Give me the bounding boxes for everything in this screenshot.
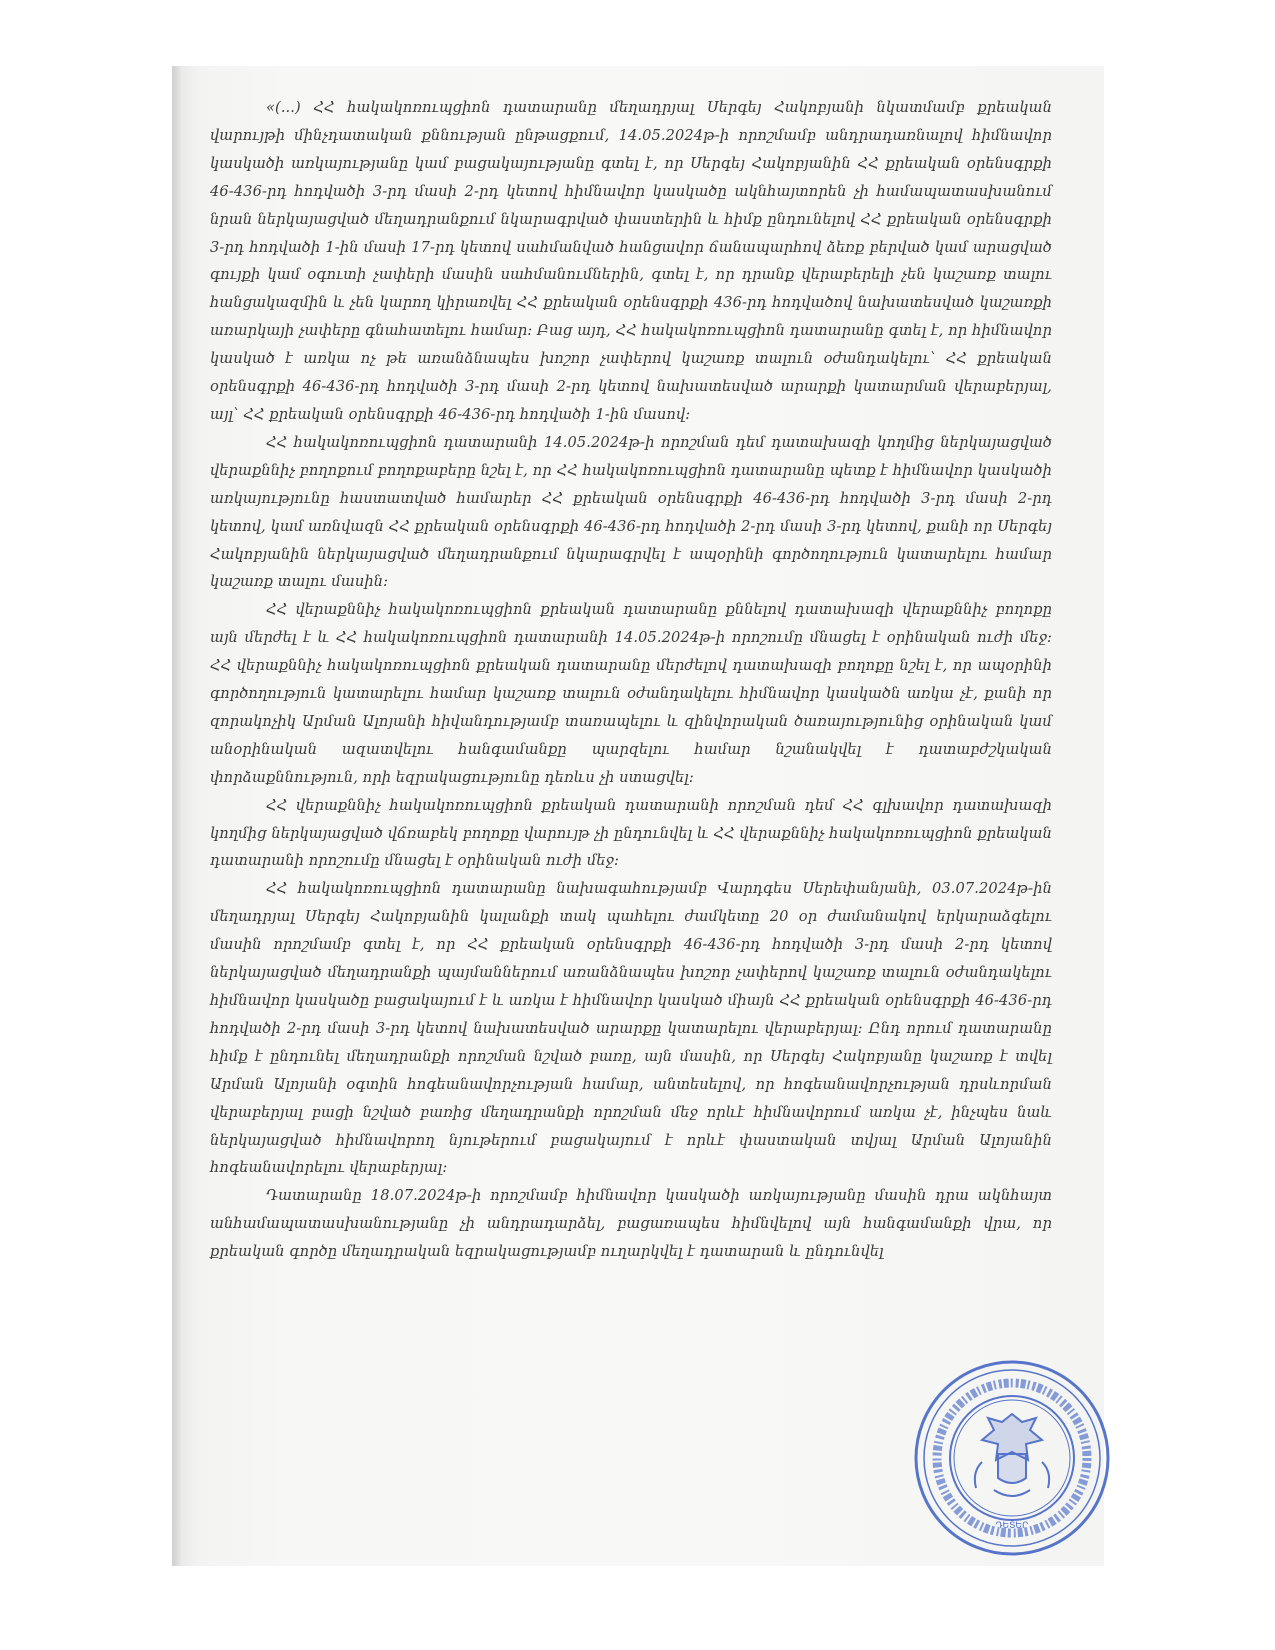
- paragraph-5: ՀՀ հակակոռուպցիոն դատարանը նախագահությամբ Վարդգես Սերեփանյանի, 03.07.2024թ-ին մեղադրյալ Սերգեյ Հակոբյանին կալանքի տակ պահելու ժամկետը 20 օր ժամանակով երկարաձգելու մասին որոշմամբ գտել է, որ ՀՀ քրեական օրենսգրքի 46-436-րդ հոդվածի 3-րդ մասի 2-րդ կետով ներկայացված մեղադրանքի պայմաններում առանձնապես խոշոր չափերով կաշառք տալուն օժանդակելու հիմնավոր կասկածը բացակայում է և առկա է հիմնավոր կասկած միայն ՀՀ քրեական օրենսգրքի 46-436-րդ հոդվածի 2-րդ մասի 3-րդ կետով նախատեսված արարքը կատարելու վերաբերյալ: Ընդ որում դատարանը հիմք է ընդունել մեղադրանքի որոշման նշված բառը, այն մասին, որ Սերգեյ Հակոբյանը կաշառք է տվել Արման Ալոյանի օգտին հոգեանավորչության համար, անտեսելով, որ հոգեանավորչության դրսևորման վերաբերյալ բացի նշված բառից մեղադրանքի որոշման մեջ որևէ հիմնավորում առկա չէ, ինչպես նաև ներկայացված հիմնավորող նյութերում բացակայում է որևէ փաստական տվյալ Արման Ալոյանին հոգեանավորելու վերաբերյալ:: [210, 880, 1052, 1177]
- paragraph-6: Դատարանը 18.07.2024թ-ի որոշմամբ հիմնավոր կասկածի առկայությանը մասին դրա ակնհայտ անհամապատասխանությանը չի անդրադարձել, բացառապես հիմնվելով այն հանգամանքի վրա, որ քրեական գործը մեղադրական եզրակացությամբ ուղարկվել է դատարան և ընդունվել: [210, 1187, 1052, 1261]
- paragraph-3: ՀՀ վերաքննիչ հակակոռուպցիոն քրեական դատարանը քննելով դատախազի վերաքննիչ բողոքը այն մերժել է և ՀՀ հակակոռուպցիոն դատարանի 14.05.2024թ-ի որոշումը մնացել է օրինական ուժի մեջ: ՀՀ վերաքննիչ հակակոռուպցիոն քրեական դատարանը մերժելով դատախազի բողոքը նշել է, որ ապօրինի գործողություն կատարելու համար կաշառք տալուն օժանդակելու հիմնավոր կասկածն առկա չէ, քանի որ զորակոչիկ Արման Ալոյանի հիվանդությամբ տառապելու և զինվորական ծառայությունից օրինական կամ անօրինական ազատվելու հանգամանքը պարզելու համար նշանակվել է դատաբժշկական փորձաքննություն, որի եզրակացությունը դեռևս չի ստացվել:: [210, 601, 1052, 786]
- paragraph-1: «(...) ՀՀ հակակոռուպցիոն դատարանը մեղադրյալ Սերգեյ Հակոբյանի նկատմամբ քրեական վարույթի մինչդատական քննության ընթացքում, 14.05.2024թ-ի որոշմամբ անդրադառնալով հիմնավոր կասկածի առկայությանը կամ բացակայությանը գտել է, որ Սերգեյ Հակոբյանին ՀՀ քրեական օրենսգրքի 46-436-րդ հոդվածի 3-րդ մասի 2-րդ կետով հիմնավոր կասկածը ակնհայտորեն չի համապատասխանում նրան ներկայացված մեղադրանքում նկարագրված փաստերին և հիմք ընդունելով ՀՀ քրեական օրենսգրքի 3-րդ հոդվածի 1-ին մասի 17-րդ կետով սահմանված հանցավոր ճանապարհով ձեռք բերված կամ արացված գույքի կամ օգուտի չափերի մասին սահմանումներին, գտել է, որ դրանք վերաբերելի չեն կաշառք տալու հանցակազմին և չեն կարող կիրառվել ՀՀ քրեական օրենսգրքի 436-րդ հոդվածով նախատեսված կաշառքի առարկայի չափերը գնահատելու համար: Բաց այդ, ՀՀ հակակոռուպցիոն դատարանը գտել է, որ հիմնավոր կասկած է առկա ոչ թե առանձնապես խոշոր չափերով կաշառք տալուն օժանդակելու՝ ՀՀ քրեական օրենսգրքի 46-436-րդ հոդվածի 3-րդ մասի 2-րդ կետով նախատեսված արարքի կատարման վերաբերյալ, այլ՝ ՀՀ քրեական օրենսգրքի 46-436-րդ հոդվածի 1-ին մասով:: [210, 99, 1052, 423]
- page-left-shadow: [172, 66, 182, 1566]
- seal-center-label: ԴԵՏԵՐ: [995, 1521, 1029, 1531]
- document-body: [210, 94, 1052, 1266]
- paragraph-4: ՀՀ վերաքննիչ հակակոռուպցիոն քրեական դատարանի որոշման դեմ ՀՀ գլխավոր դատախազի կողմից ներկայացված վճռաբեկ բողոքը վարույթ չի ընդունվել և ՀՀ վերաքննիչ հակակոռուպցիոն քրեական դատարանի որոշումը մնացել է օրինական ուժի մեջ:: [210, 796, 1052, 870]
- official-seal: [912, 1358, 1112, 1558]
- paragraph-2: ՀՀ հակակոռուպցիոն դատարանի 14.05.2024թ-ի որոշման դեմ դատախազի կողմից ներկայացված վերաքննիչ բողոքում բողոքաբերը նշել է, որ ՀՀ հակակոռուպցիոն դատարանը պետք է հիմնավոր կասկածի առկայությունը հաստատված համարեր ՀՀ քրեական օրենսգրքի 46-436-րդ հոդվածի 3-րդ մասի 2-րդ կետով, կամ առնվազն ՀՀ քրեական օրենսգրքի 46-436-րդ հոդվածի 2-րդ մասի 3-րդ կետով, քանի որ Սերգեյ Հակոբյանին ներկայացված մեղադրանքում նկարագրվել է ապօրինի գործողություն կատարելու համար կաշառք տալու մասին:: [210, 433, 1052, 591]
